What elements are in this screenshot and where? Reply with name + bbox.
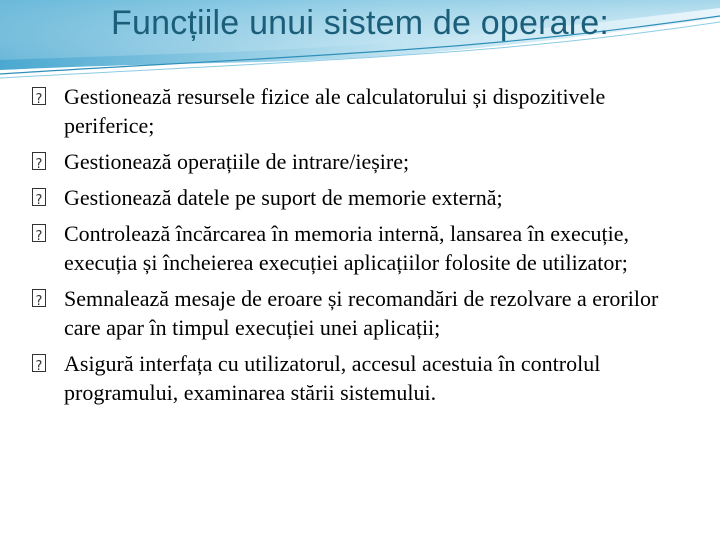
bullet-text: Gestionează datele pe suport de memorie externă; [64,185,503,210]
slide-title: Funcțiile unui sistem de operare: [111,4,609,42]
bullet-marker-icon [32,87,46,105]
list-item [28,82,698,140]
bullet-text: Semnalează mesaje de eroare și recomandări de rezolvare a erorilor care apar în timpul execuției unei aplicații; [64,286,659,340]
bullet-text: Asigură interfața cu utilizatorul, accesul acestuia în controlul programului, examinarea stării sistemului. [64,351,601,405]
list-item [28,284,698,342]
bullet-text: Gestionează resursele fizice ale calculatorului și dispozitivele periferice; [64,84,606,138]
bullet-text: Controlează încărcarea în memoria internă, lansarea în execuție, execuția și încheierea execuției aplicațiilor folosite de utilizator; [64,221,629,275]
bullet-marker-icon [32,188,46,206]
bullet-marker-icon [32,224,46,242]
header-wave-band [0,0,720,80]
list-item [28,349,698,407]
list-item [28,147,698,176]
list-item [28,219,698,277]
bullet-marker-icon [32,152,46,170]
slide-content [28,82,698,414]
list-item [28,183,698,212]
bullet-list [28,82,698,407]
bullet-text: Gestionează operațiile de intrare/ieșire; [64,149,410,174]
bullet-marker-icon [32,289,46,307]
bullet-marker-icon [32,354,46,372]
